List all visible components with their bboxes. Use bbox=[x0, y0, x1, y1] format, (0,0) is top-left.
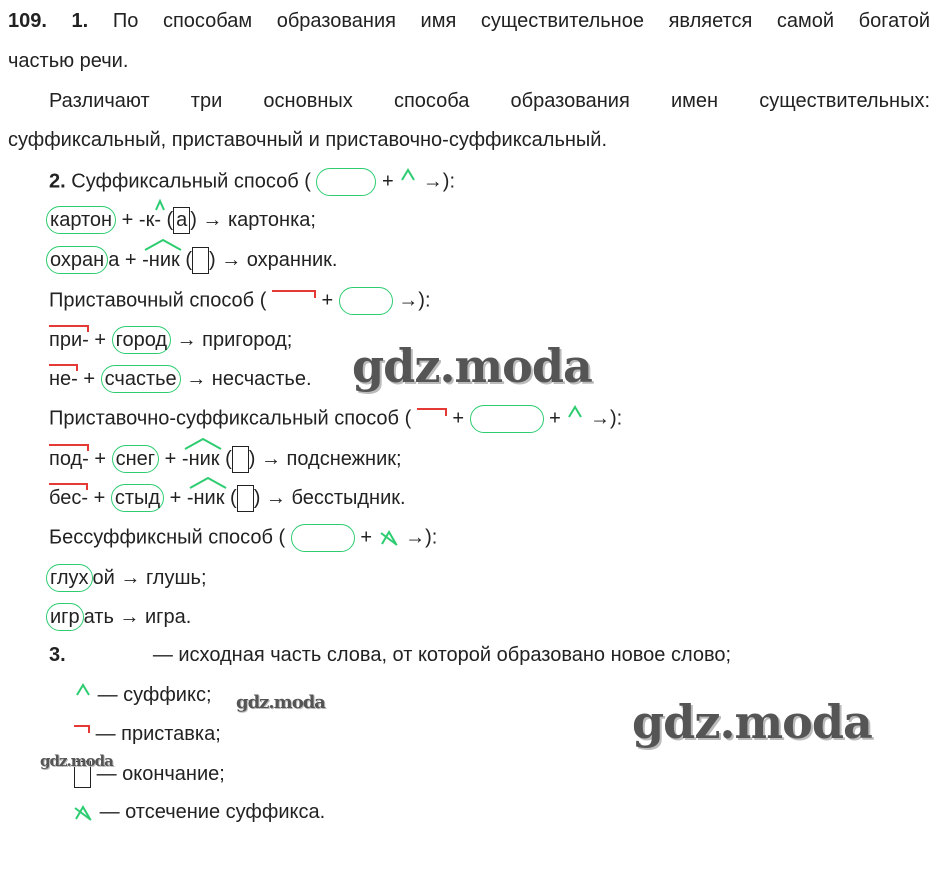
root-oval-icon bbox=[470, 405, 544, 433]
result-word: → несчастье. bbox=[186, 368, 312, 390]
suffixal-title: Суффиксальный способ ( bbox=[71, 170, 311, 193]
nonsuffix-title: Бессуффиксный способ ( bbox=[49, 526, 286, 549]
close-arrow: →): bbox=[405, 526, 438, 549]
watermark-large: gdz.moda bbox=[632, 695, 872, 749]
para1-line1 bbox=[8, 9, 930, 33]
suffix-caret-icon bbox=[74, 683, 92, 697]
plus-sign: + bbox=[321, 289, 334, 312]
legend-root-line bbox=[49, 643, 731, 667]
legend-prefix-line bbox=[74, 722, 221, 746]
legend-suffix-desc: — суффикс; bbox=[97, 684, 212, 706]
result-word: → подснежник; bbox=[260, 448, 402, 470]
result-word: → картонка; bbox=[202, 209, 316, 231]
para1-text: По способам образования имя существительное является самой богатой bbox=[112, 10, 931, 32]
prefsuf-example-2: бес- + стыд + -ник ( ) → бесстыдник. bbox=[49, 484, 406, 512]
root-word: глух bbox=[46, 564, 93, 592]
nonsuffix-example-1 bbox=[46, 564, 207, 592]
legend-prefix-desc: — приставка; bbox=[95, 723, 221, 745]
ending-box: а bbox=[173, 207, 190, 234]
para1-line2: частью речи. bbox=[8, 50, 129, 72]
prefixal-example-2: не- + счастье → несчастье. bbox=[49, 365, 312, 393]
close-arrow: →): bbox=[398, 289, 431, 312]
result-word: → бесстыдник. bbox=[265, 487, 406, 509]
suffix-part bbox=[122, 208, 161, 232]
exercise-number: 109. bbox=[8, 10, 47, 32]
suffix-text: + -ник bbox=[169, 487, 225, 509]
result-word: → охранник. bbox=[221, 249, 338, 271]
item-number-2: 2. bbox=[49, 170, 66, 193]
result-word: → игра. bbox=[119, 606, 192, 628]
root-word: игр bbox=[46, 603, 84, 631]
root-tail: а bbox=[108, 249, 120, 271]
prefixal-title: Приставочный способ ( bbox=[49, 289, 267, 312]
prefixal-example-1: при- + город → пригород; bbox=[49, 326, 292, 354]
root-tail: ать bbox=[83, 606, 114, 628]
plus-sign: + bbox=[452, 407, 465, 430]
root-word: снег bbox=[112, 445, 159, 473]
nonsuffix-example-2 bbox=[46, 603, 191, 631]
ending-box bbox=[192, 247, 209, 274]
suffix-arc-icon bbox=[165, 438, 225, 450]
prefixal-title-line bbox=[49, 287, 431, 315]
suffix-text: + -к- bbox=[121, 209, 161, 231]
prefix-part: бес- bbox=[49, 487, 89, 509]
ending-box bbox=[232, 446, 249, 473]
prefix-part: под- bbox=[49, 448, 89, 470]
watermark-small: gdz.moda bbox=[40, 752, 113, 770]
watermark-small: gdz.moda bbox=[236, 692, 325, 713]
suffix-caret-icon bbox=[566, 405, 584, 419]
prefix-part: не- bbox=[49, 368, 78, 390]
result-word: → глушь; bbox=[120, 567, 207, 589]
suffix-part bbox=[125, 248, 180, 272]
suffix-caret-icon bbox=[122, 199, 182, 211]
item-number-3: 3. bbox=[49, 644, 66, 666]
suffix-part bbox=[170, 486, 225, 510]
root-word: охран bbox=[46, 246, 108, 274]
root-oval-icon bbox=[291, 524, 355, 552]
root-word: стыд bbox=[111, 484, 164, 512]
suffix-arc-icon bbox=[125, 239, 185, 251]
plus-sign-2: + bbox=[549, 407, 561, 430]
legend-ending-desc: — окончание; bbox=[96, 762, 225, 785]
plus-sign: + bbox=[360, 526, 373, 549]
plus-sign: + bbox=[381, 170, 394, 193]
close-arrow: →): bbox=[589, 407, 623, 430]
root-word: счастье bbox=[101, 365, 181, 393]
close-arrow: →): bbox=[422, 170, 456, 193]
root-oval-icon bbox=[339, 287, 393, 315]
suffixal-title-line bbox=[49, 168, 455, 196]
suffix-part bbox=[165, 447, 220, 471]
crossed-suffix-icon bbox=[378, 529, 400, 547]
legend-truncation-desc: — отсечение суффикса. bbox=[99, 801, 326, 823]
root-word: картон bbox=[46, 206, 116, 234]
crossed-suffix-icon bbox=[72, 804, 94, 822]
suffix-text: + -ник bbox=[164, 448, 220, 470]
suffixal-example-1: картон + -к- ( а ) → картонка; bbox=[46, 206, 316, 234]
prefsuf-title-line bbox=[49, 405, 622, 433]
suffix-text: + -ник bbox=[124, 249, 180, 271]
suffixal-example-2: охран а + -ник ( ) → охранник. bbox=[46, 246, 337, 274]
suffix-caret-icon bbox=[399, 168, 417, 182]
prefsuf-example-1: под- + снег + -ник ( ) → подснежник; bbox=[49, 445, 402, 473]
ending-box bbox=[237, 485, 254, 512]
legend-truncation-line bbox=[72, 800, 325, 824]
prefix-mark-icon bbox=[417, 405, 447, 419]
legend-suffix-line bbox=[74, 683, 212, 707]
suffix-arc-icon bbox=[170, 477, 230, 489]
nonsuffix-title-line bbox=[49, 524, 437, 552]
root-tail: ой bbox=[92, 567, 115, 589]
para2-line2: суффиксальный, приставочный и приставочно-суффиксальный. bbox=[8, 129, 608, 151]
item-number-1: 1. bbox=[71, 10, 89, 32]
para2-line1: Различают три основных способа образования имен существительных: bbox=[49, 90, 930, 112]
prefsuf-title: Приставочно-суффиксальный способ ( bbox=[49, 407, 412, 430]
prefix-mark-icon bbox=[272, 287, 316, 301]
watermark-large: gdz.moda bbox=[352, 339, 592, 393]
result-word: → пригород; bbox=[176, 329, 293, 351]
root-word: город bbox=[112, 326, 171, 354]
prefix-mark-icon bbox=[74, 722, 90, 736]
root-oval-icon bbox=[316, 168, 376, 196]
prefix-part: при- bbox=[49, 329, 89, 351]
legend-root-desc: — исходная часть слова, от которой образовано новое слово; bbox=[152, 644, 732, 666]
